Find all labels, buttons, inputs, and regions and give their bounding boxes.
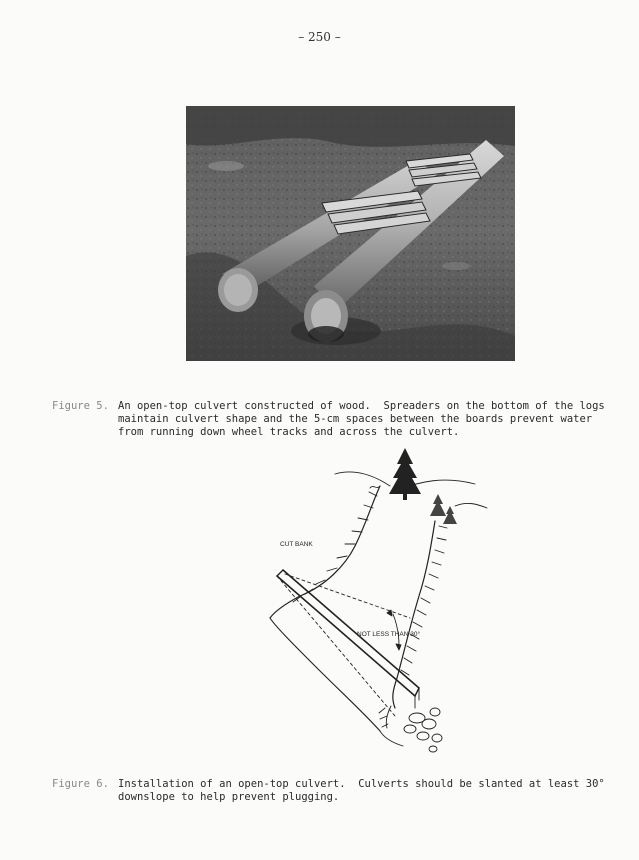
culvert-installation-diagram bbox=[205, 446, 490, 758]
figure5-caption-line: An open-top culvert constructed of wood. Spreaders on the bottom of the logs bbox=[118, 400, 605, 412]
figure5-label: Figure 5. bbox=[52, 400, 109, 412]
page-number: – 250 – bbox=[298, 30, 341, 44]
culvert-photo bbox=[186, 106, 515, 361]
angle-label: NOT LESS THAN 30° bbox=[357, 631, 421, 638]
figure6-caption bbox=[52, 778, 612, 818]
figure5-caption-line: from running down wheel tracks and across the culvert. bbox=[118, 426, 460, 438]
figure5-caption-line: maintain culvert shape and the 5-cm spaces between the boards prevent water bbox=[118, 413, 593, 425]
figure5-caption bbox=[52, 400, 612, 445]
figure6-label: Figure 6. bbox=[52, 778, 109, 790]
figure6-caption-line: Installation of an open-top culvert. Culverts should be slanted at least 30° bbox=[118, 778, 605, 790]
figure6-caption-line: downslope to help prevent plugging. bbox=[118, 791, 340, 803]
cut-bank-label: CUT BANK bbox=[280, 541, 313, 548]
